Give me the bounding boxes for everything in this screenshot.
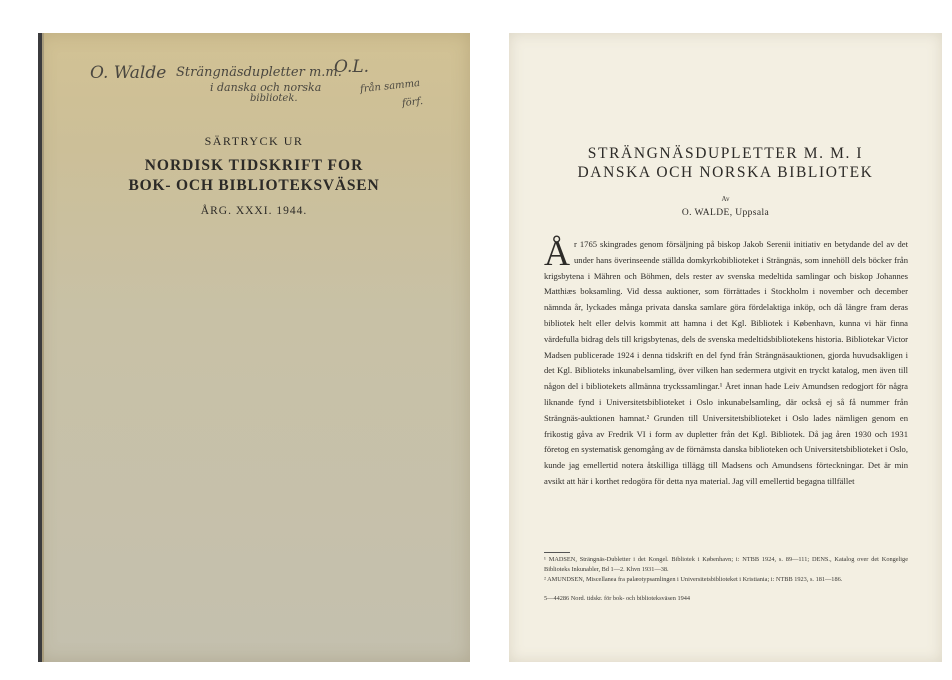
article-title-line-2: DANSKA OCH NORSKA BIBLIOTEK bbox=[577, 164, 874, 181]
cover-page bbox=[38, 33, 470, 662]
article-page bbox=[509, 33, 942, 662]
cover-title-line-3: BOK- OCH BIBLIOTEKSVÄSEN bbox=[128, 177, 380, 194]
article-body bbox=[544, 233, 908, 490]
drop-cap: Å bbox=[544, 233, 570, 273]
cover-year-line: ÅRG. XXXI. 1944. bbox=[200, 205, 308, 217]
cover-spine-edge bbox=[42, 33, 44, 662]
handwritten-line-3: bibliotek. bbox=[250, 93, 298, 104]
handwritten-from-1: från samma bbox=[359, 77, 421, 96]
handwritten-initials: O.L. bbox=[334, 57, 370, 77]
handwritten-from-2: förf. bbox=[401, 95, 424, 110]
handwritten-line-2: i danska och norska bbox=[210, 81, 322, 94]
footnote-2: ² AMUNDSEN, Miscellanea fra palæotypsamlingen i Universitetsbiblioteket i Kristiania; i: NTBB 1923, s. 181—186. bbox=[544, 576, 843, 583]
article-author: O. WALDE, Uppsala bbox=[681, 208, 770, 218]
cover-title-line-2: NORDISK TIDSKRIFT FOR bbox=[144, 157, 364, 174]
printer-signature: 5—44286 Nord. tidskr. för bok- och biblioteksväsen 1944 bbox=[544, 595, 691, 602]
article-body-text: r 1765 skingrades genom försäljning på biskop Jakob Serenii initiativ en betydande del av det under hans överinseende ställda domkyrkobiblioteket i Strängnäs, som innehöll dels böcker från krigsbytena i Mähren och Böhmen, dels rester av svenska medeltida samlingar och biskop Johannes Matthiæs boksamling. Vid dessa auktioner, som förrättades i Stockholm i november och december nämnda år, lyckades många privata danska samlare göra fördelaktiga inköp, och då längre fram deras bibliotek helt eller delvis kommit att hamna i det Kgl. Bibliotek i København, kunna vi här finna värdefulla bidrag dels till krigsbytenas, dels de svenska medeltidsbibliotekens historia. Bibliotekar Victor Madsen publicerade 1924 i denna tidskrift en del fynd från Strängnäsauktionen, gjorda huvudsakligen i det Kgl. Biblioteks inkunabelsamling, över vilken han sedermera utgivit en tryckt katalog, men även till någon del i bibliotekets allmänna tryckssamlingar.¹ Året innan hade Leiv Amundsen redogjort för några liknande fynd i Universitetsbiblioteket i Oslo inkunabelsamling, där också ej så få nummer från Strängnäs-auktionen hamnat.² Grunden till Universitetsbiblioteket i Oslo lades nämligen genom en frikostig gåva av Fredrik VI i form av dupletter från det Kgl. Bibliotek. Då jag åren 1930 och 1931 företog en systematisk genomgång av de förnämsta danska biblioteken och Universitetsbiblioteket i Oslo, kunde jag emellertid notera åtskilliga tillägg till Madsens och Amundsens förteckningar. Det är min avsikt att här i korthet redogöra för detta nya material. Jag vill emellertid begagna tillfället bbox=[544, 239, 908, 486]
handwritten-name: O. Walde bbox=[90, 63, 167, 83]
cover-title-line-1: SÄRTRYCK UR bbox=[204, 134, 304, 148]
footnote-rule bbox=[544, 552, 570, 553]
handwritten-line-1: Strängnäsdupletter m.m. bbox=[176, 65, 342, 80]
article-byline-prefix: Av bbox=[721, 195, 730, 203]
article-title-line-1: STRÄNGNÄSDUPLETTER M. M. I bbox=[587, 145, 864, 162]
footnote-1: ¹ MADSEN, Strängnäs-Dubletter i det Kongel. Bibliotek i København; i: NTBB 1924, s. 89—111; DENS., Katalog over det Kongelige Biblioteks Inkunabler, Bd 1—2. Khvn 1931—38. bbox=[544, 556, 908, 573]
